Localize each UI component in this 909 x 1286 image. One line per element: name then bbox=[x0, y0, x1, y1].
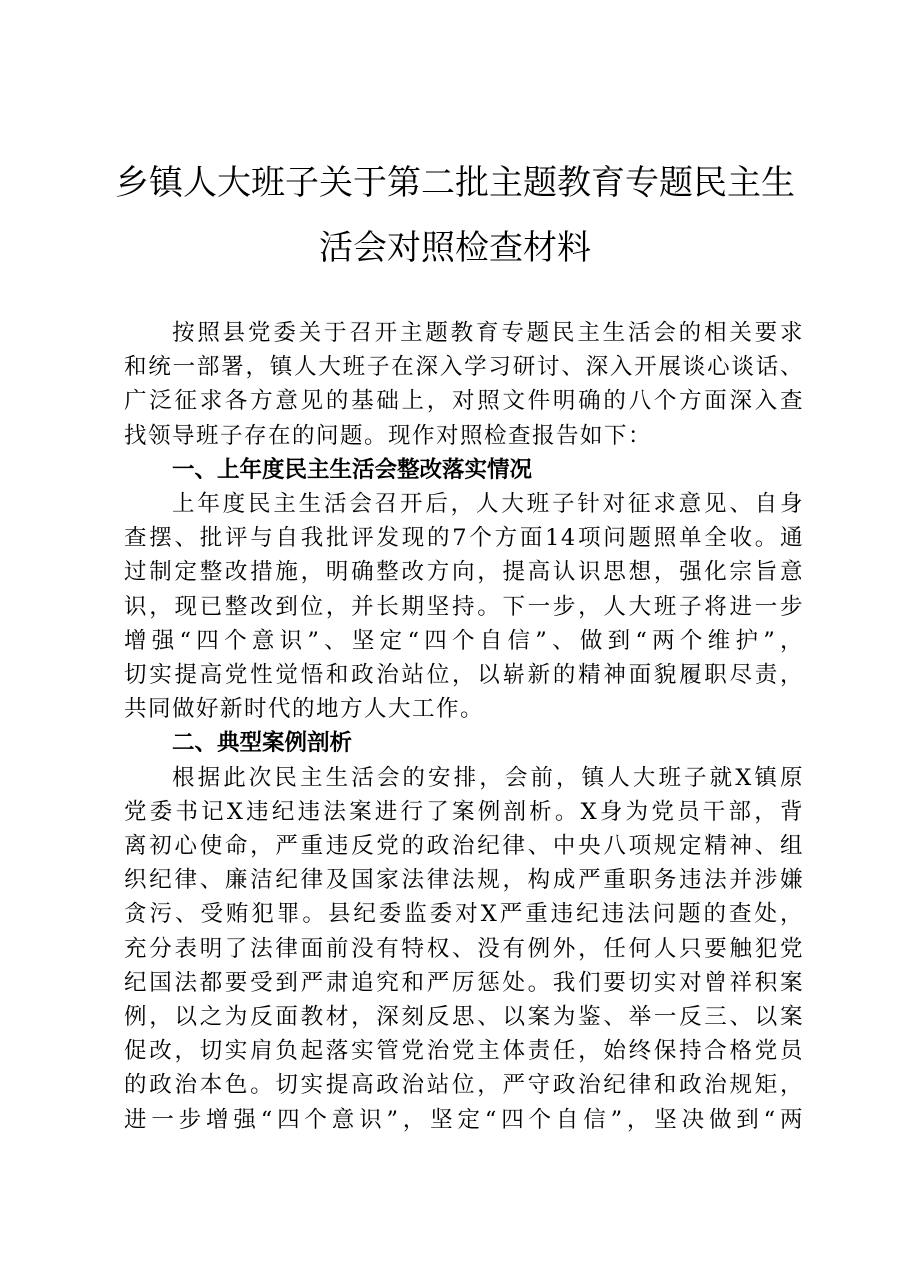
intro-paragraph-line: 和统一部署，镇人大班子在深入学习研讨、深入开展谈心谈话、 bbox=[124, 354, 804, 381]
section-heading-2: 二、典型案例剖析 bbox=[172, 730, 353, 757]
section2-paragraph-line: 贪污、受贿犯罪。县纪委监委对X严重违纪违法问题的查处， bbox=[124, 901, 804, 928]
section2-paragraph-line: 充分表明了法律面前没有特权、没有例外，任何人只要触犯党 bbox=[124, 935, 804, 962]
intro-paragraph-line: 按照县党委关于召开主题教育专题民主生活会的相关要求 bbox=[172, 320, 804, 346]
intro-paragraph-line: 找领导班子存在的问题。现作对照检查报告如下： bbox=[124, 422, 653, 449]
section2-paragraph-line: 进一步增强“四个意识”，坚定“四个自信”，坚决做到“两 bbox=[124, 1106, 804, 1133]
section1-paragraph-line: 上年度民主生活会召开后，人大班子针对征求意见、自身 bbox=[172, 491, 804, 517]
section1-paragraph-line: 共同做好新时代的地方人大工作。 bbox=[124, 696, 485, 723]
section1-paragraph-line: 切实提高党性觉悟和政治站位，以崭新的精神面貌履职尽责， bbox=[124, 662, 804, 688]
section2-paragraph-line: 例，以之为反面教材，深刻反思、以案为鉴、举一反三、以案 bbox=[124, 1004, 804, 1030]
document-title-line-1: 乡镇人大班子关于第二批主题教育专题民主生 bbox=[115, 163, 795, 203]
section1-paragraph-line: 增强“四个意识”、坚定“四个自信”、做到“两个维护”， bbox=[124, 627, 804, 654]
intro-paragraph-line: 广泛征求各方意见的基础上，对照文件明确的八个方面深入查 bbox=[124, 388, 804, 415]
section-heading-1: 一、上年度民主生活会整改落实情况 bbox=[172, 456, 533, 483]
section1-paragraph-line: 过制定整改措施，明确整改方向，提高认识思想，强化宗旨意 bbox=[124, 559, 804, 586]
section2-paragraph-line: 促改，切实肩负起落实管党治党主体责任，始终保持合格党员 bbox=[124, 1038, 804, 1065]
section2-paragraph-line: 织纪律、廉洁纪律及国家法律法规，构成严重职务违法并涉嫌 bbox=[124, 867, 804, 894]
section2-paragraph-line: 离初心使命，严重违反党的政治纪律、中央八项规定精神、组 bbox=[124, 833, 804, 859]
section2-paragraph-line: 党委书记X违纪违法案进行了案例剖析。X身为党员干部，背 bbox=[124, 798, 804, 825]
section2-paragraph-line: 的政治本色。切实提高政治站位，严守政治纪律和政治规矩， bbox=[124, 1072, 804, 1099]
section2-paragraph-line: 根据此次民主生活会的安排，会前，镇人大班子就X镇原 bbox=[172, 764, 804, 791]
section1-paragraph-line: 查摆、批评与自我批评发现的7个方面14项问题照单全收。通 bbox=[124, 525, 804, 552]
section1-paragraph-line: 识，现已整改到位，并长期坚持。下一步，人大班子将进一步 bbox=[124, 593, 804, 620]
section2-paragraph-line: 纪国法都要受到严肃追究和严厉惩处。我们要切实对曾祥积案 bbox=[124, 969, 804, 996]
document-title-line-2: 活会对照检查材料 bbox=[319, 228, 591, 268]
